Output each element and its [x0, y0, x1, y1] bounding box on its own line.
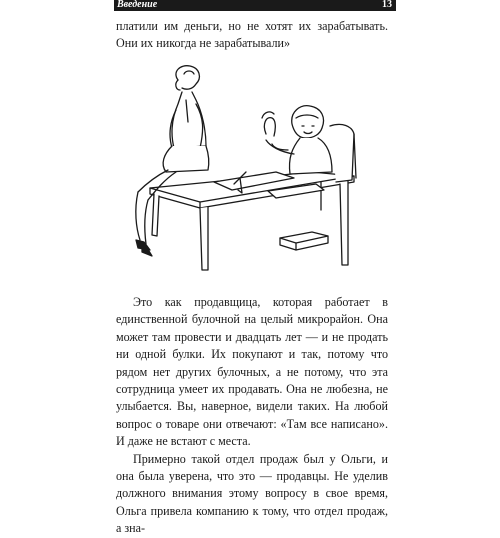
top-text-block: [116, 18, 388, 53]
paragraph-continuation: платили им деньги, но не хотят их зарабатывать. Они их никогда не зарабатывали»: [116, 19, 388, 51]
main-text-block: [116, 294, 388, 538]
running-header: [114, 0, 396, 11]
chapter-title: Введение: [117, 0, 158, 10]
paragraph: Примерно такой отдел продаж был у Ольги, и она была уверена, что это — продавцы. Не уделив должного внимания этому вопросу в свое время, Ольга привела компанию к тому, что отдел продаж, а зна-: [116, 451, 388, 536]
woman-on-desk: [136, 66, 209, 256]
desk-tray: [280, 232, 328, 250]
office-cartoon-illustration: [116, 60, 376, 275]
page-number: 13: [382, 0, 392, 10]
paragraph: Это как продавщица, которая работает в единственной булочной на целый микрорайон. Она может там провести и двадцать лет — и не продать ни одной булки. Их покупают и так, потому что рядом нет других булочных, а не потому, что эта сотрудница умеет их продавать. Она не любезна, не улыбается. Вы, наверное, видели таких. На любой вопрос о товаре они отвечают: «Там все написано». И даже не встают с места.: [116, 295, 388, 449]
seated-woman: [262, 106, 356, 182]
